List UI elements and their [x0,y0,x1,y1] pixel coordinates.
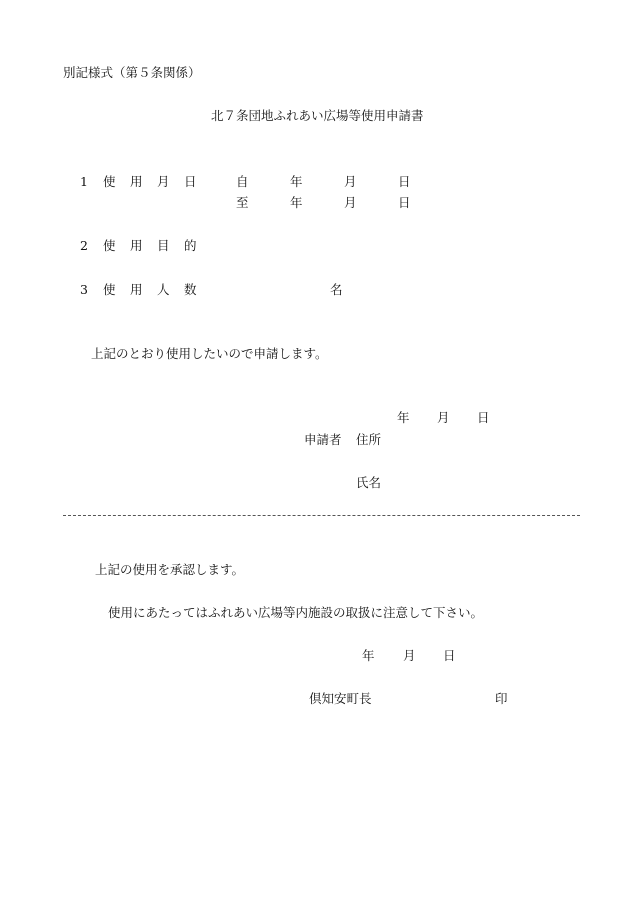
item3-label-char: 人 [157,282,170,297]
from-day: 日 [398,174,411,189]
approval-note: 使用にあたってはふれあい広場等内施設の取扱に注意して下さい。 [108,605,484,620]
document-title: 北７条団地ふれあい広場等使用申請書 [211,108,424,123]
item3-label-char: 用 [130,282,143,297]
form-label: 別記様式（第５条関係） [63,65,201,80]
name-label: 氏名 [356,475,382,490]
to-label: 至 [236,195,249,210]
application-month: 月 [437,410,450,425]
item2-label-char: 目 [157,238,170,253]
from-label: 自 [236,174,249,189]
item2-label-char: 用 [130,238,143,253]
applicant-role: 申請者 [304,432,342,447]
from-month: 月 [344,174,357,189]
approval-month: 月 [403,648,416,663]
item1-label-char: 月 [157,174,170,189]
to-day: 日 [398,195,411,210]
approval-day: 日 [443,648,456,663]
cut-line-divider [63,515,580,516]
item3-label-char: 使 [103,282,116,297]
item3-label-char: 数 [184,282,197,297]
application-statement: 上記のとおり使用したいので申請します。 [91,346,328,361]
item2-label-char: 使 [103,238,116,253]
item1-label-char: 日 [184,174,197,189]
to-year: 年 [290,195,303,210]
seal-mark: 印 [495,691,508,706]
item1-label-char: 用 [130,174,143,189]
address-label: 住所 [356,432,382,447]
from-year: 年 [290,174,303,189]
item1-label-char: 使 [103,174,116,189]
item3-number: 3 [80,282,88,297]
approval-year: 年 [362,648,375,663]
item2-label-char: 的 [184,238,197,253]
item3-unit: 名 [330,282,343,297]
to-month: 月 [344,195,357,210]
application-year: 年 [397,410,410,425]
application-day: 日 [477,410,490,425]
approval-statement: 上記の使用を承認します。 [95,562,245,577]
signer-title: 倶知安町長 [309,691,372,706]
item2-number: 2 [80,238,88,253]
item1-number: 1 [80,174,88,189]
